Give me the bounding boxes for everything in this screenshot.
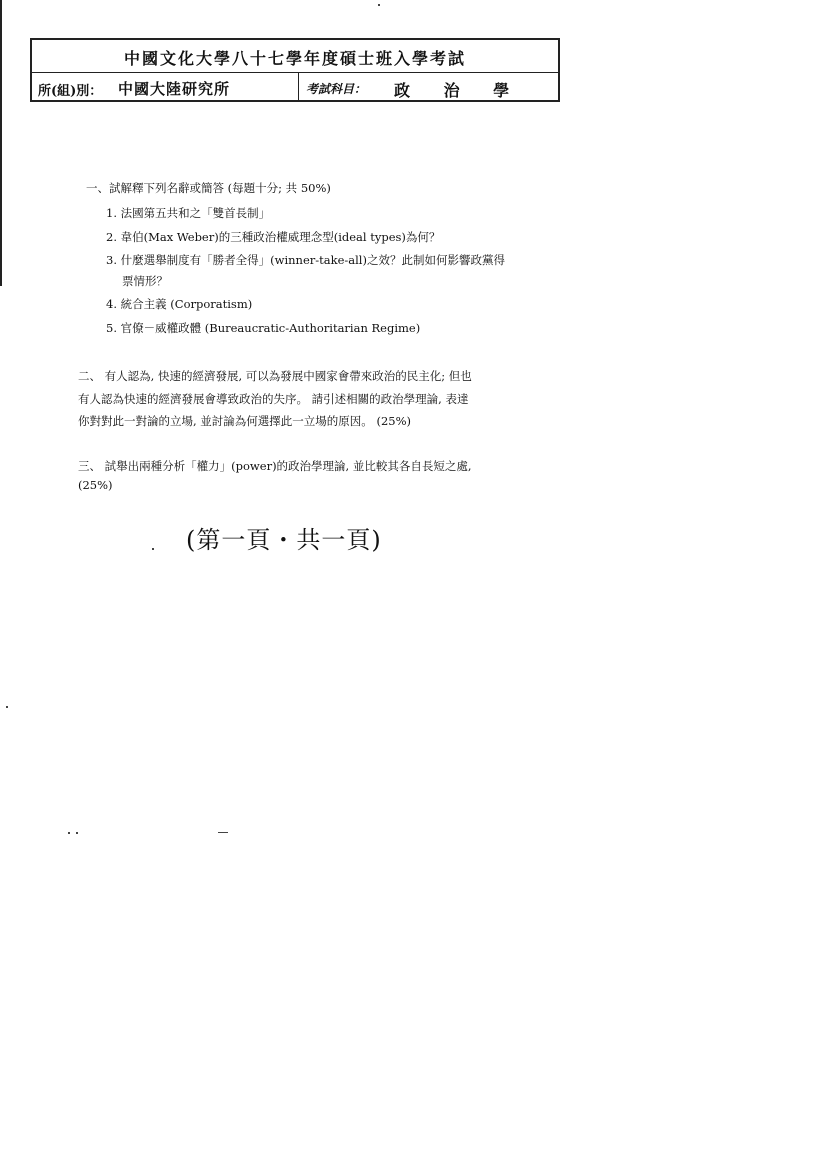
scan-speck bbox=[152, 548, 154, 550]
scan-speck bbox=[76, 832, 78, 834]
exam-title: 中國文化大學八十七學年度碩士班入學考試 bbox=[123, 49, 466, 68]
subject-value: 政 治 學 bbox=[394, 81, 524, 100]
question-1-item: 1. 法國第五共和之「雙首長制」 bbox=[106, 206, 271, 220]
scan-speck bbox=[68, 832, 70, 834]
scan-edge-mark bbox=[0, 0, 2, 286]
question-1-heading: 一、試解釋下列名辭或簡答 (每題十分; 共 50%) bbox=[86, 181, 331, 195]
question-1-item: 4. 統合主義 (Corporatism) bbox=[106, 297, 253, 311]
scan-speck bbox=[6, 706, 8, 708]
subject-label: 考試科目： bbox=[306, 82, 367, 96]
header-cell-divider bbox=[298, 72, 299, 102]
question-1-item: 2. 韋伯(Max Weber)的三種政治權威理念型(ideal types)為何？ bbox=[106, 230, 441, 244]
question-1-item-continued: 票情形？ bbox=[122, 274, 168, 288]
exam-header-box bbox=[30, 38, 560, 102]
question-2-line: 二、 有人認為, 快速的經濟發展, 可以為發展中國家會帶來政治的民主化; 但也 bbox=[78, 369, 472, 383]
scan-speck bbox=[378, 4, 380, 6]
department-value: 中國大陸研究所 bbox=[118, 80, 231, 98]
header-divider bbox=[32, 72, 558, 73]
question-1-item: 3. 什麼選舉制度有「勝者全得」(winner-take-all)之效？此制如何影響政黨得 bbox=[106, 253, 505, 267]
question-2-line: 有人認為快速的經濟發展會導致政治的失序。 請引述相關的政治學理論, 表達 bbox=[78, 392, 469, 406]
department-label: 所(組)別： bbox=[38, 84, 103, 99]
question-2-line: 你對對此一對論的立場, 並討論為何選擇此一立場的原因。 (25%) bbox=[78, 414, 411, 428]
question-1-item: 5. 官僚－威權政體 (Bureaucratic-Authoritarian Regime) bbox=[106, 321, 421, 335]
question-3-line: 三、 試舉出兩種分析「權力」(power)的政治學理論, 並比較其各自長短之處, bbox=[78, 459, 472, 473]
scan-speck bbox=[218, 832, 228, 833]
page-footer: (第一頁・共一頁) bbox=[186, 526, 382, 554]
question-3-line: (25%) bbox=[78, 478, 113, 492]
